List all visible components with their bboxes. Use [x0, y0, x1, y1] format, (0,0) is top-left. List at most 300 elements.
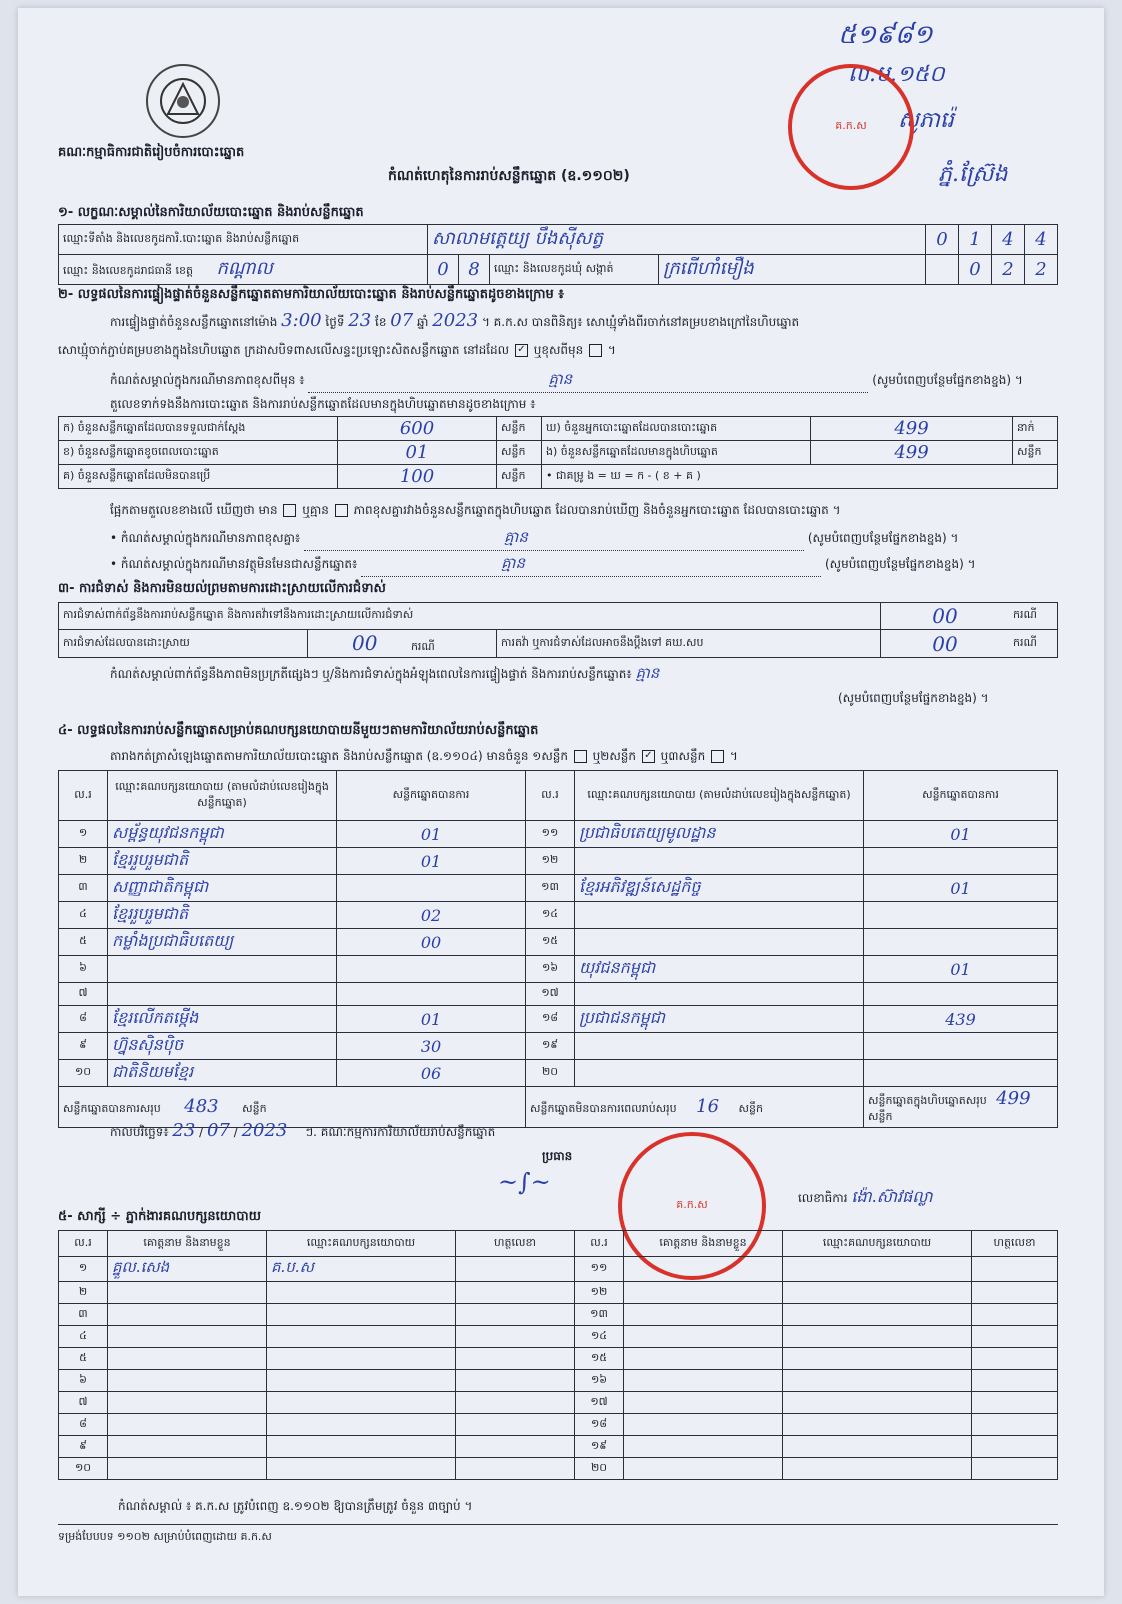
province-value: កណ្ដាល	[216, 258, 273, 279]
witness-party	[267, 1392, 456, 1414]
code-digit: 1	[959, 225, 992, 255]
count-voters: 499	[811, 417, 1013, 441]
footer-divider	[58, 1524, 1058, 1525]
party-name: ប្រជាធិបតេយ្យមូលដ្ឋាន	[575, 821, 864, 848]
checkbox-no-difference[interactable]	[335, 504, 348, 517]
irregularity-note	[110, 664, 1060, 686]
secretary-label: លេខាធិការ	[798, 1191, 848, 1205]
witness-name	[624, 1304, 783, 1326]
row-no: ៨	[59, 1414, 108, 1436]
location-value: សាលាមត្តេយ្យ បឹងស៊ីសត្វ	[428, 225, 926, 255]
witness-name	[108, 1326, 267, 1348]
witness-name	[108, 1458, 267, 1480]
verification-text: ការផ្ទៀងផ្ទាត់ចំនួនសន្លឹកឆ្នោតនៅម៉ោង	[110, 315, 278, 329]
col-no: ល.រ	[59, 771, 108, 821]
witness-name: គ្នួល.សេង	[108, 1257, 267, 1282]
witness-signature	[972, 1414, 1058, 1436]
section1-title: ១- លក្ខណៈសម្គាល់នៃការិយាល័យបោះឆ្នោត និងរាប់សន្លឹកឆ្នោត	[58, 205, 364, 220]
col-party: ឈ្មោះគណបក្សនយោបាយ (តាមលំដាប់លេខរៀងក្នុងសន្លឹកឆ្នោត)	[108, 771, 337, 821]
party-name: ខ្មែរលើកតម្កើង	[108, 1006, 337, 1033]
row-no: ៧	[59, 983, 108, 1006]
witness-name	[624, 1348, 783, 1370]
party-name: ហ្វ៊ុនស៊ិនប៉ិច	[108, 1033, 337, 1060]
party-votes: 01	[337, 848, 526, 875]
row-no: ២០	[575, 1458, 624, 1480]
difference-line	[110, 502, 1070, 520]
party-name: ខ្មែរអភិវឌ្ឍន៍សេដ្ឋកិច្ច	[575, 875, 864, 902]
date-month: 07	[207, 1120, 230, 1141]
difference-text-b: ឬគ្មាន	[302, 503, 329, 517]
count-unit: នាក់	[1013, 417, 1058, 441]
secretary-line	[798, 1186, 933, 1210]
note2-line	[110, 528, 1060, 551]
col-votes: សន្លឹកឆ្នោតបានការ	[337, 771, 526, 821]
row-no: ១២	[575, 1282, 624, 1304]
verification-text: ។ គ.ក.ស បានពិនិត្យ៖ សោឃ្មុំទាំងពីរចាក់នៅគម្របខាងក្រៅនៃហិបឆ្នោត	[481, 315, 800, 329]
table-row	[59, 956, 1058, 983]
tally-text-b: ឬ២សន្លឹក	[592, 749, 637, 763]
party-name	[108, 956, 337, 983]
table-row	[59, 1282, 1058, 1304]
party-votes	[864, 1033, 1058, 1060]
table-row	[59, 1304, 1058, 1326]
party-name	[575, 929, 864, 956]
row-no: ១៩	[526, 1033, 575, 1060]
witness-signature	[972, 1304, 1058, 1326]
irregularity-label: កំណត់សម្គាល់ពាក់ព័ន្ធនឹងភាពមិនប្រក្រតីផ្សេងៗ ឬ/និងការជំទាស់ក្នុងអំឡុងពេលនៃការផ្ទៀងផ្ទាត់ និងការរាប់សន្លឹកឆ្នោត៖	[110, 667, 632, 681]
witness-party	[267, 1348, 456, 1370]
party-votes: 01	[864, 875, 1058, 902]
irregularity-value: គ្មាន	[635, 664, 660, 682]
row-no: ១១	[526, 821, 575, 848]
col-votes: សន្លឹកឆ្នោតបានការ	[864, 771, 1058, 821]
counts-table	[58, 416, 1058, 489]
witness-name	[624, 1257, 783, 1282]
code-digit: 4	[992, 225, 1025, 255]
table-row	[59, 1006, 1058, 1033]
province-code-digit: 0	[428, 255, 459, 285]
secretary-name: ង៉ោ.ស៊ាវផល្លា	[851, 1187, 933, 1206]
witness-signature	[972, 1348, 1058, 1370]
national-emblem-icon	[146, 64, 220, 138]
row-no: ១៣	[526, 875, 575, 902]
total-box-label: សន្លឹកឆ្នោតក្នុងហិបឆ្នោតសរុប	[868, 1094, 987, 1107]
verification-line	[110, 310, 1070, 332]
table-row	[59, 848, 1058, 875]
party-votes: 01	[337, 1006, 526, 1033]
party-name: ខ្មែររួបរួមជាតិ	[108, 902, 337, 929]
row-no: ២	[59, 1282, 108, 1304]
checkbox-different[interactable]	[589, 344, 602, 357]
party-votes: 439	[864, 1006, 1058, 1033]
section4-title: ៤- លទ្ធផលនៃការរាប់សន្លឹកឆ្នោតសម្រាប់គណបក្សនយោបាយនីមួយៗតាមការិយាល័យរាប់សន្លឹកឆ្នោត	[58, 723, 539, 738]
province-label-text: ឈ្មោះ និងលេខកូដរាជធានី ខេត្ត	[63, 264, 193, 277]
verification-day: 23	[348, 310, 372, 331]
row-no: ១២	[526, 848, 575, 875]
note2-label: • កំណត់សម្គាល់ក្នុងករណីមានភាពខុសគ្នា៖	[110, 531, 301, 545]
objection-count: 00	[881, 603, 1010, 630]
witness-party	[267, 1458, 456, 1480]
table-row	[59, 1370, 1058, 1392]
tally-text: តារាងកត់ត្រាសំឡេងឆ្នោតតាមការិយាល័យបោះឆ្នោត និងរាប់សន្លឹកឆ្នោត (ឧ.១១០៤) មានចំនួន ១សន្លឹក	[110, 749, 568, 763]
row-no: ៨	[59, 1006, 108, 1033]
party-name	[575, 1060, 864, 1087]
checkbox-one-sheet[interactable]	[574, 750, 587, 763]
form-title: កំណត់ហេតុនៃការរាប់សន្លឹកឆ្នោត (ឧ.១១០២)	[388, 168, 630, 184]
table-row	[59, 902, 1058, 929]
count-unused: 100	[338, 465, 497, 489]
seal-check-line: សោឃ្មុំចាក់ភ្ជាប់គម្របខាងក្នុងនៃហិបឆ្នោត ក្រដាសបិទពាសលើសន្ទះប្រឡោះសិតសន្លឹកឆ្នោត នៅដដែល ✓ ឬខុសពីមុន ។	[58, 343, 616, 357]
witness-party	[783, 1348, 972, 1370]
row-no: ១៥	[575, 1348, 624, 1370]
total-unit: សន្លឹក	[242, 1102, 267, 1115]
total-invalid-cell	[526, 1087, 864, 1128]
count-spoiled: 01	[338, 441, 497, 465]
tally-sheet-line: តារាងកត់ត្រាសំឡេងឆ្នោតតាមការិយាល័យបោះឆ្នោត និងរាប់សន្លឹកឆ្នោត (ឧ.១១០៤) មានចំនួន ១សន្លឹក ឬ២សន្លឹក ✓ ឬ៣សន្លឹក ។	[110, 749, 738, 763]
objection-unit: ករណី	[1009, 603, 1058, 630]
table-row	[59, 1326, 1058, 1348]
difference-text-c: ភាពខុសគ្នារវាងចំនួនសន្លឹកឆ្នោតក្នុងហិបឆ្នោត ដែលបានរាប់ឃើញ និងចំនួនអ្នកបោះឆ្នោត ដែលបានបោះឆ្នោត ។	[353, 503, 841, 517]
party-votes	[337, 956, 526, 983]
official-stamp-top	[788, 64, 914, 190]
count-unit: សន្លឹក	[1013, 441, 1058, 465]
party-name	[575, 902, 864, 929]
code-cell-empty	[926, 255, 959, 285]
seal-check-text: សោឃ្មុំចាក់ភ្ជាប់គម្របខាងក្នុងនៃហិបឆ្នោត ក្រដាសបិទពាសលើសន្ទះប្រឡោះសិតសន្លឹកឆ្នោត នៅដដែល	[58, 343, 510, 357]
total-box: 499	[996, 1088, 1031, 1109]
checkbox-two-sheets-checked[interactable]: ✓	[642, 750, 655, 763]
verification-text: ខែ	[375, 315, 387, 329]
party-name	[108, 983, 337, 1006]
note1-label: កំណត់សម្គាល់ក្នុងករណីមានភាពខុសពីមុន ៖	[110, 373, 305, 387]
section3-title: ៣- ការជំទាស់ និងការមិនយល់ព្រមតាមការដោះស្រាយលើការជំទាស់	[58, 581, 386, 596]
table-row	[59, 983, 1058, 1006]
party-votes: 01	[337, 821, 526, 848]
party-votes: 02	[337, 902, 526, 929]
row-no: ១៧	[526, 983, 575, 1006]
row-no: ១០	[59, 1060, 108, 1087]
table-row	[59, 1033, 1058, 1060]
witness-signature	[972, 1436, 1058, 1458]
objection-label: ការជំទាស់ពាក់ព័ន្ធនឹងការរាប់សន្លឹកឆ្នោត និងការតវ៉ាទៅនឹងការដោះស្រាយលើការជំទាស់	[59, 603, 881, 630]
row-no: ៥	[59, 929, 108, 956]
witness-party	[267, 1304, 456, 1326]
col-name: គោត្តនាម និងនាមខ្លួន	[624, 1231, 783, 1257]
table-row	[59, 1257, 1058, 1282]
witness-signature	[456, 1370, 575, 1392]
row-no: ៩	[59, 1033, 108, 1060]
witness-signature	[456, 1392, 575, 1414]
checkbox-three-sheets[interactable]	[711, 750, 724, 763]
witness-name	[108, 1282, 267, 1304]
section2-title: ២- លទ្ធផលនៃការផ្ទៀងផ្ទាត់ចំនួនសន្លឹកឆ្នោតតាមការិយាល័យបោះឆ្នោត និងរាប់សន្លឹកឆ្នោតដូចខាងក្រោម ៖	[58, 287, 564, 302]
count-label: ឃ) ចំនួនអ្នកបោះឆ្នោតដែលបានបោះឆ្នោត	[542, 417, 811, 441]
fill-hint: (សូមបំពេញបន្ថែមផ្នែកខាងខ្នង) ។	[838, 691, 989, 705]
table-row	[59, 1436, 1058, 1458]
note1-value: គ្មាន	[308, 370, 868, 393]
col-sign: ហត្ថលេខា	[456, 1231, 575, 1257]
commune-code-digit: 2	[992, 255, 1025, 285]
table-row	[59, 929, 1058, 956]
note2-value: គ្មាន	[304, 528, 804, 551]
witness-signature	[972, 1326, 1058, 1348]
witness-name	[108, 1436, 267, 1458]
count-label: ក) ចំនួនសន្លឹកឆ្នោតដែលបានទទួលជាក់ស្ដែង	[59, 417, 338, 441]
row-no: ៣	[59, 875, 108, 902]
witness-party	[267, 1414, 456, 1436]
count-label: គ) ចំនួនសន្លឹកឆ្នោតដែលមិនបានប្រើ	[59, 465, 338, 489]
party-votes: 06	[337, 1060, 526, 1087]
col-party: ឈ្មោះគណបក្សនយោបាយ	[783, 1231, 972, 1257]
row-no: ១០	[59, 1458, 108, 1480]
stamp-text: គ.ក.ស	[676, 1198, 708, 1211]
witness-name	[108, 1370, 267, 1392]
row-no: ១៣	[575, 1304, 624, 1326]
row-no: ៥	[59, 1348, 108, 1370]
party-votes	[864, 929, 1058, 956]
party-name: ខ្មែររួបរួមជាតិ	[108, 848, 337, 875]
row-no: ៦	[59, 1370, 108, 1392]
count-unit: សន្លឹក	[497, 441, 542, 465]
witness-party: គ.ប.ស	[267, 1257, 456, 1282]
date-line: កាលបរិច្ឆេទ៖ 23 / 07 / 2023 ៗ. គណៈកម្មការការិយាល័យរាប់សន្លឹកឆ្នោត	[110, 1120, 496, 1141]
row-no: ៤	[59, 1326, 108, 1348]
commune-code-digit: 2	[1025, 255, 1058, 285]
handwritten-note: ល.ម.១៥០	[848, 62, 945, 87]
witness-signature	[456, 1414, 575, 1436]
witness-name	[108, 1392, 267, 1414]
note3-line	[110, 554, 1060, 577]
appeal-unit: ករណី	[1009, 630, 1058, 658]
party-votes	[864, 1060, 1058, 1087]
results-table	[58, 770, 1058, 1128]
province-code-digit: 8	[459, 255, 490, 285]
handwritten-note: ៥១៩៨១	[838, 20, 933, 50]
witness-signature	[972, 1458, 1058, 1480]
total-unit: សន្លឹក	[868, 1110, 893, 1123]
total-invalid-label: សន្លឹកឆ្នោតមិនបានការពេលរាប់សរុប	[530, 1102, 677, 1115]
party-votes: 01	[864, 956, 1058, 983]
row-no: ១៥	[526, 929, 575, 956]
witness-name	[108, 1414, 267, 1436]
total-valid-label: សន្លឹកឆ្នោតបានការសរុប	[63, 1102, 161, 1115]
checkbox-same-checked[interactable]: ✓	[515, 344, 528, 357]
document-page	[18, 8, 1104, 1596]
resolved-count: 00	[352, 631, 378, 655]
verification-year: 2023	[432, 310, 479, 331]
count-label: ខ) ចំនួនសន្លឹកឆ្នោតខូចពេលបោះឆ្នោត	[59, 441, 338, 465]
commune-label: ឈ្មោះ និងលេខកូដឃុំ សង្កាត់	[490, 255, 659, 285]
verification-text: ឆ្នាំ	[417, 315, 429, 329]
count-received: 600	[338, 417, 497, 441]
code-digit: 0	[926, 225, 959, 255]
witness-party	[783, 1282, 972, 1304]
witness-name	[624, 1370, 783, 1392]
table-row	[59, 1392, 1058, 1414]
section5-note: កំណត់សម្គាល់ ៖ គ.ក.ស ត្រូវបំពេញ ឧ.១១០២ ឱ្យបានត្រឹមត្រូវ ចំនួន ៣ច្បាប់ ។	[118, 1499, 473, 1513]
total-invalid: 16	[696, 1096, 720, 1117]
appeal-label: ការតវ៉ា ឬការជំទាស់ដែលអាចនឹងប្ដឹងទៅ គឃ.សប	[497, 630, 881, 658]
table-row	[59, 1060, 1058, 1087]
party-name: កម្លាំងប្រជាធិបតេយ្យ	[108, 929, 337, 956]
count-unit: សន្លឹក	[497, 465, 542, 489]
row-no: ១១	[575, 1257, 624, 1282]
table-row	[59, 821, 1058, 848]
chair-signature-icon: ~∫~	[498, 1168, 551, 1196]
total-box-cell	[864, 1087, 1058, 1128]
code-digit: 4	[1025, 225, 1058, 255]
col-no: ល.រ	[526, 771, 575, 821]
date-label: កាលបរិច្ឆេទ៖	[110, 1125, 169, 1139]
date-day: 23	[172, 1120, 196, 1141]
witness-signature	[972, 1282, 1058, 1304]
row-no: ១	[59, 821, 108, 848]
count-label: ង) ចំនួនសន្លឹកឆ្នោតដែលមានក្នុងហិបឆ្នោត	[542, 441, 811, 465]
witness-name	[108, 1304, 267, 1326]
handwritten-note: សូភារ៉េ	[898, 108, 954, 133]
party-name	[575, 848, 864, 875]
witness-signature	[456, 1436, 575, 1458]
resolved-label-text: ការជំទាស់ដែលបានដោះស្រាយ	[63, 635, 190, 649]
row-no: ៤	[59, 902, 108, 929]
table-row	[59, 1414, 1058, 1436]
witness-signature	[456, 1348, 575, 1370]
fill-hint: (សូមបំពេញបន្ថែមផ្នែកខាងខ្នង) ។	[872, 373, 1023, 387]
row-no: ១៩	[575, 1436, 624, 1458]
party-votes	[337, 875, 526, 902]
row-no: ១៨	[526, 1006, 575, 1033]
witness-name	[624, 1392, 783, 1414]
resolved-cell	[308, 630, 497, 658]
party-votes: 30	[337, 1033, 526, 1060]
objections-table	[58, 602, 1058, 658]
witness-name	[624, 1458, 783, 1480]
witness-name	[624, 1326, 783, 1348]
appeal-count: 00	[881, 630, 1010, 658]
witness-party	[783, 1414, 972, 1436]
col-sign: ហត្ថលេខា	[972, 1231, 1058, 1257]
commune-value: ក្រពើហាំមឿង	[659, 255, 926, 285]
witness-signature	[456, 1458, 575, 1480]
note3-label: • កំណត់សម្គាល់ក្នុងករណីមានវត្ថុមិនមែនជាសន្លឹកឆ្នោត៖	[110, 557, 358, 571]
witness-party	[783, 1436, 972, 1458]
resolved-unit: ករណី	[410, 640, 435, 653]
party-name: ជាតិនិយមខ្មែរ	[108, 1060, 337, 1087]
province-label	[59, 255, 428, 285]
section1-table	[58, 224, 1058, 285]
witness-party	[267, 1326, 456, 1348]
row-no: ៧	[59, 1392, 108, 1414]
witness-party	[783, 1458, 972, 1480]
witness-table	[58, 1230, 1058, 1480]
col-no: ល.រ	[59, 1231, 108, 1257]
tally-text-c: ឬ៣សន្លឹក	[660, 749, 706, 763]
witness-signature	[972, 1257, 1058, 1282]
witness-party	[267, 1282, 456, 1304]
party-name: យុវជនកម្ពុជា	[575, 956, 864, 983]
witness-party	[783, 1257, 972, 1282]
count-unit: សន្លឹក	[497, 417, 542, 441]
row-no: ១៦	[526, 956, 575, 983]
row-no: ៦	[59, 956, 108, 983]
witness-party	[783, 1326, 972, 1348]
witness-party	[783, 1304, 972, 1326]
witness-signature	[456, 1257, 575, 1282]
party-votes: 01	[864, 821, 1058, 848]
note3-value: គ្មាន	[361, 554, 821, 577]
witness-signature	[456, 1304, 575, 1326]
commission-name: គណៈកម្មាធិការជាតិរៀបចំការបោះឆ្នោត	[58, 145, 245, 160]
witness-party	[783, 1370, 972, 1392]
note1-line	[110, 370, 1060, 393]
witness-name	[624, 1414, 783, 1436]
witness-body	[59, 1257, 1058, 1480]
party-votes	[864, 848, 1058, 875]
col-party: ឈ្មោះគណបក្សនយោបាយ (តាមលំដាប់លេខរៀងក្នុងសន្លឹកឆ្នោត)	[575, 771, 864, 821]
row-no: ៣	[59, 1304, 108, 1326]
witness-party	[783, 1392, 972, 1414]
witness-party	[267, 1370, 456, 1392]
verification-time: 3:00	[281, 310, 322, 331]
witness-signature	[972, 1392, 1058, 1414]
footer-text: ទម្រង់បែបបទ ១១០២ សម្រាប់បំពេញដោយ គ.ក.ស	[58, 1530, 272, 1543]
stamp-text: គ.ក.ស	[835, 119, 867, 132]
witness-signature	[456, 1326, 575, 1348]
witness-party	[267, 1436, 456, 1458]
results-body	[59, 821, 1058, 1087]
row-no: ២០	[526, 1060, 575, 1087]
total-unit: សន្លឹក	[738, 1102, 763, 1115]
count-in-box: 499	[811, 441, 1013, 465]
party-name	[575, 983, 864, 1006]
row-no: ១៤	[526, 902, 575, 929]
seal-check-text-b: ឬខុសពីមុន	[533, 343, 584, 357]
party-votes	[864, 902, 1058, 929]
witness-name	[108, 1348, 267, 1370]
row-no: ១៨	[575, 1414, 624, 1436]
col-party: ឈ្មោះគណបក្សនយោបាយ	[267, 1231, 456, 1257]
counts-intro: តួលេខទាក់ទងនឹងការបោះឆ្នោត និងការរាប់សន្លឹកឆ្នោតដែលមានក្នុងហិបឆ្នោតមានដូចខាងក្រោម ៖	[110, 397, 536, 411]
difference-text: ផ្អែកតាមតួលេខខាងលើ ឃើញថា មាន	[110, 503, 278, 517]
party-name: ប្រជាជនកម្ពុជា	[575, 1006, 864, 1033]
formula: • ជាគម្រូ ង = ឃ = ក - ( ខ + គ )	[542, 465, 1058, 489]
commune-code-digit: 0	[959, 255, 992, 285]
party-name: សញ្ញាជាតិកម្ពុជា	[108, 875, 337, 902]
location-label: ឈ្មោះទីតាំង និងលេខកូដការិ.បោះឆ្នោត និងរាប់សន្លឹកឆ្នោត	[59, 225, 428, 255]
checkbox-has-difference[interactable]	[283, 504, 296, 517]
row-no: ១៧	[575, 1392, 624, 1414]
row-no: ១៦	[575, 1370, 624, 1392]
col-no: ល.រ	[575, 1231, 624, 1257]
party-votes	[864, 983, 1058, 1006]
table-row	[59, 875, 1058, 902]
party-name: សម្ព័ន្ធយុវជនកម្ពុជា	[108, 821, 337, 848]
table-row	[59, 1458, 1058, 1480]
chair-label: ប្រធាន	[542, 1149, 573, 1163]
verification-text: ថ្ងៃទី	[325, 315, 345, 329]
witness-signature	[972, 1370, 1058, 1392]
row-no: ៩	[59, 1436, 108, 1458]
party-name	[575, 1033, 864, 1060]
col-name: គោត្តនាម និងនាមខ្លួន	[108, 1231, 267, 1257]
handwritten-note: ភ្នំ.ស្រ៊ែង	[938, 162, 1008, 187]
row-no: ១៤	[575, 1326, 624, 1348]
section5-title: ៥- សាក្សី ÷ ភ្នាក់ងារគណបក្សនយោបាយ	[58, 1209, 261, 1224]
row-no: ១	[59, 1257, 108, 1282]
resolved-label	[59, 630, 308, 658]
total-valid: 483	[184, 1096, 219, 1117]
witness-name	[624, 1282, 783, 1304]
